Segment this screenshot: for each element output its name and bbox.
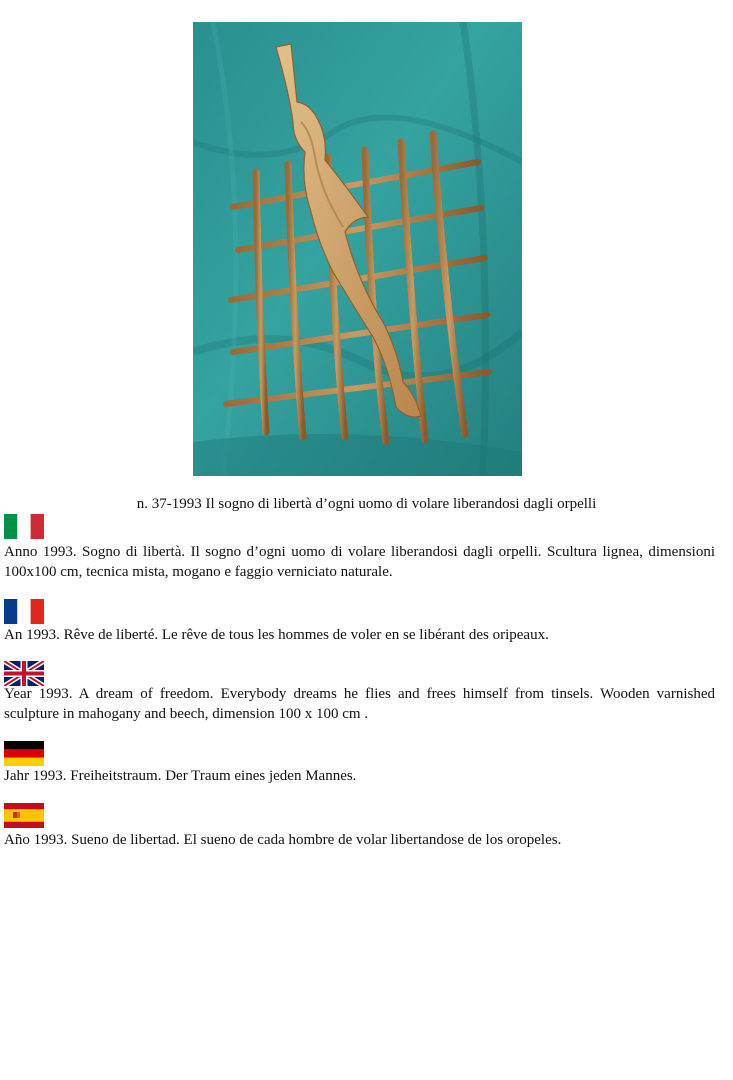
caption-text: n. 37-1993 Il sogno di libertà d’ogni uomo di volare liberandosi dagli orpelli bbox=[136, 496, 597, 512]
artwork-caption bbox=[0, 494, 733, 514]
spanish-description: Año 1993. Sueno de libertad. El sueno de cada hombre de volar libertandose de los oropeles. bbox=[4, 832, 562, 848]
sculpture-photo bbox=[193, 22, 522, 476]
italian-description: Anno 1993. Sogno di libertà. Il sogno d’ogni uomo di volare liberandosi dagli orpelli. Scultura lignea, dimensioni 100x100 cm, tecnica mista, mogano e faggio verniciato naturale. bbox=[4, 544, 715, 580]
german-description: Jahr 1993. Freiheitstraum. Der Traum eines jeden Mannes. bbox=[4, 768, 357, 784]
france-flag-icon bbox=[4, 599, 44, 624]
spain-flag-icon bbox=[4, 803, 44, 828]
uk-flag-icon bbox=[4, 661, 44, 686]
germany-flag-icon bbox=[4, 741, 44, 766]
italy-flag-icon bbox=[4, 514, 44, 539]
french-description: An 1993. Rêve de liberté. Le rêve de tous les hommes de voler en se libérant des oripeaux. bbox=[4, 627, 549, 643]
english-description: Year 1993. A dream of freedom. Everybody dreams he flies and frees himself from tinsels. Wooden varnished sculpture in mahogany and beech, dimension 100 x 100 cm . bbox=[4, 686, 715, 722]
